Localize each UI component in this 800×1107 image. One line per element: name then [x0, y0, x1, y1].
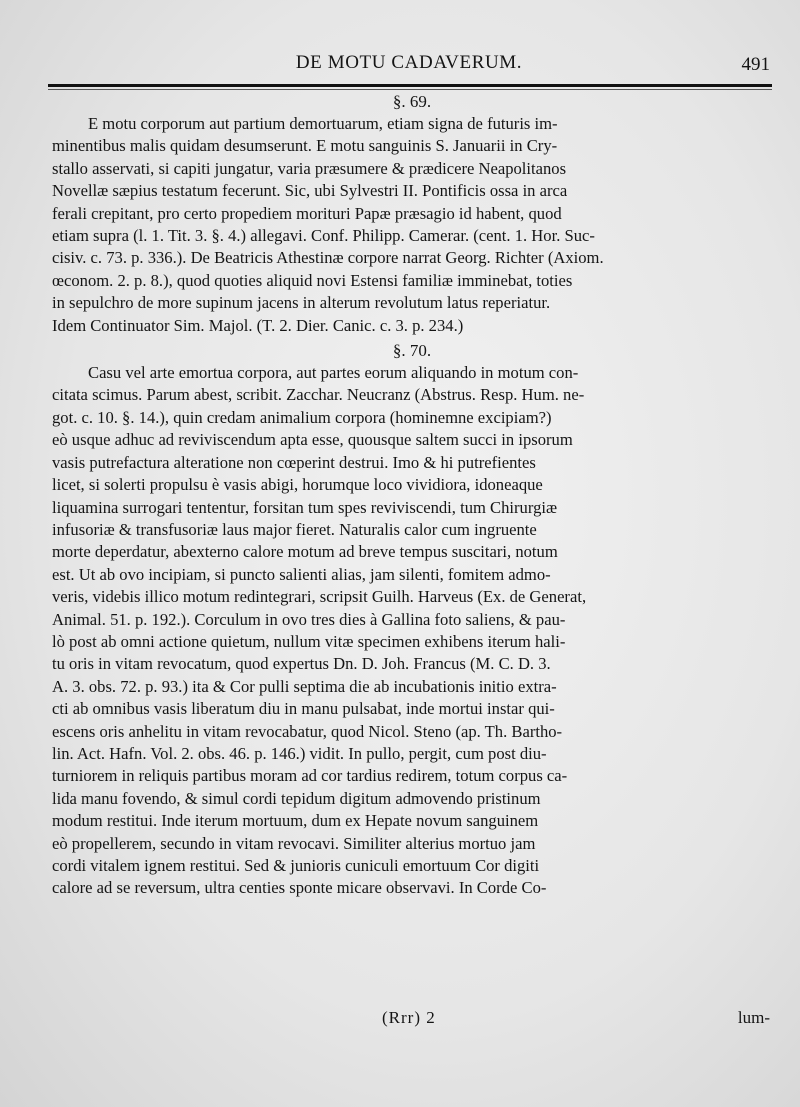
text-line: ferali crepitant, pro certo propediem morituri Papæ præsagio id habent, quod	[52, 203, 562, 223]
text-line: infusoriæ & transfusoriæ laus major fieret. Naturalis calor cum ingruente	[52, 519, 537, 539]
paragraph-69	[52, 113, 772, 337]
running-head	[48, 52, 770, 80]
text-line: lò post ab omni actione quietum, nullum vitæ specimen exhibens iterum hali-	[52, 631, 566, 651]
text-line: eò propellerem, secundo in vitam revocavi. Similiter alterius mortuo jam	[52, 833, 536, 853]
text-line: Idem Continuator Sim. Majol. (T. 2. Dier. Canic. c. 3. p. 234.)	[52, 315, 464, 335]
text-line: turniorem in reliquis partibus moram ad cor tardius redirem, totum corpus ca-	[52, 766, 568, 786]
text-line: modum restitui. Inde iterum mortuum, dum ex Hepate novum sanguinem	[52, 811, 539, 831]
text-line: cisiv. c. 73. p. 336.). De Beatricis Athestinæ corpore narrat Georg. Richter (Axiom.	[52, 248, 604, 268]
body-text	[52, 88, 772, 900]
text-line: tu oris in vitam revocatum, quod expertus Dn. D. Joh. Francus (M. C. D. 3.	[52, 654, 551, 674]
text-line: in sepulchro de more supinum jacens in alterum revolutum latus reperiatur.	[52, 293, 551, 313]
text-line: E motu corporum aut partium demortuarum, etiam signa de futuris im-	[88, 114, 558, 133]
text-line: cordi vitalem ignem restitui. Sed & junioris cuniculi emortuum Cor digiti	[52, 856, 540, 875]
text-line: lida manu fovendo, & simul cordi tepidum digitum admovendo pristinum	[52, 788, 541, 808]
text-line: Casu vel arte emortua corpora, aut partes eorum aliquando in motum con-	[88, 363, 579, 383]
section-heading-69: §. 69.	[392, 92, 432, 111]
text-line: licet, si solerti propulsu è vasis abigi, horumque loco vividiora, idoneaque	[52, 475, 543, 495]
text-line: got. c. 10. §. 14.), quin credam animalium corpora (hominemne excipiam?)	[52, 407, 552, 427]
text-line: minentibus malis quidam desumserunt. E motu sanguinis S. Januarii in Cry-	[52, 136, 558, 156]
text-line: liquamina surrogari tententur, forsitan tum spes reviviscendi, tum Chirurgiæ	[52, 497, 558, 517]
section-heading-70: §. 70.	[392, 341, 432, 361]
text-line: morte deperdatur, abexterno calore motum ad breve tempus suscitari, notum	[52, 542, 558, 562]
paragraph-70	[52, 362, 772, 900]
text-line: A. 3. obs. 72. p. 93.) ita & Cor pulli septima die ab incubationis initio extra-	[52, 676, 557, 696]
running-title: DE MOTU CADAVERUM.	[295, 52, 523, 73]
text-line: œconom. 2. p. 8.), quod quoties aliquid novi Estensi familiæ imminebat, toties	[52, 270, 573, 290]
text-line: vasis putrefactura alteratione non cœperint destrui. Imo & hi putrefientes	[52, 452, 536, 472]
page-footer	[52, 1008, 772, 1032]
catchword: lum-	[737, 1008, 770, 1027]
text-line: calore ad se reversum, ultra centies sponte micare observavi. In Corde Co-	[52, 878, 547, 898]
page-number: 491	[741, 54, 770, 75]
text-line: Animal. 51. p. 192.). Corculum in ovo tres dies à Gallina foto saliens, & pau-	[52, 609, 566, 629]
text-line: cti ab omnibus vasis liberatum diu in manu pulsabat, inde mortui instar qui-	[52, 699, 555, 719]
text-line: etiam supra (l. 1. Tit. 3. §. 4.) allegavi. Conf. Philipp. Camerar. (cent. 1. Hor. Suc-	[52, 226, 595, 246]
text-line: eò usque adhuc ad reviviscendum apta esse, quousque saltem succi in ipsorum	[52, 430, 573, 450]
text-line: Novellæ sæpius testatum fecerunt. Sic, ubi Sylvestri II. Pontificis ossa in arca	[52, 181, 568, 201]
text-line: stallo asservati, si capiti jungatur, varia præsumere & prædicere Neapolitanos	[52, 158, 567, 178]
signature-mark: (Rrr) 2	[382, 1008, 436, 1027]
text-line: est. Ut ab ovo incipiam, si puncto salienti alias, jam silenti, fomitem admo-	[52, 564, 551, 584]
text-line: escens oris anhelitu in vitam revocabatur, quod Nicol. Steno (ap. Th. Bartho-	[52, 721, 563, 741]
text-line: veris, videbis illico motum redintegrari, scripsit Guilh. Harveus (Ex. de Generat,	[52, 587, 587, 607]
header-rule	[48, 84, 772, 87]
text-line: citata scimus. Parum abest, scribit. Zacchar. Neucranz (Abstrus. Resp. Hum. ne-	[52, 385, 585, 405]
text-line: lin. Act. Hafn. Vol. 2. obs. 46. p. 146.) vidit. In pullo, pergit, cum post diu-	[52, 743, 547, 763]
